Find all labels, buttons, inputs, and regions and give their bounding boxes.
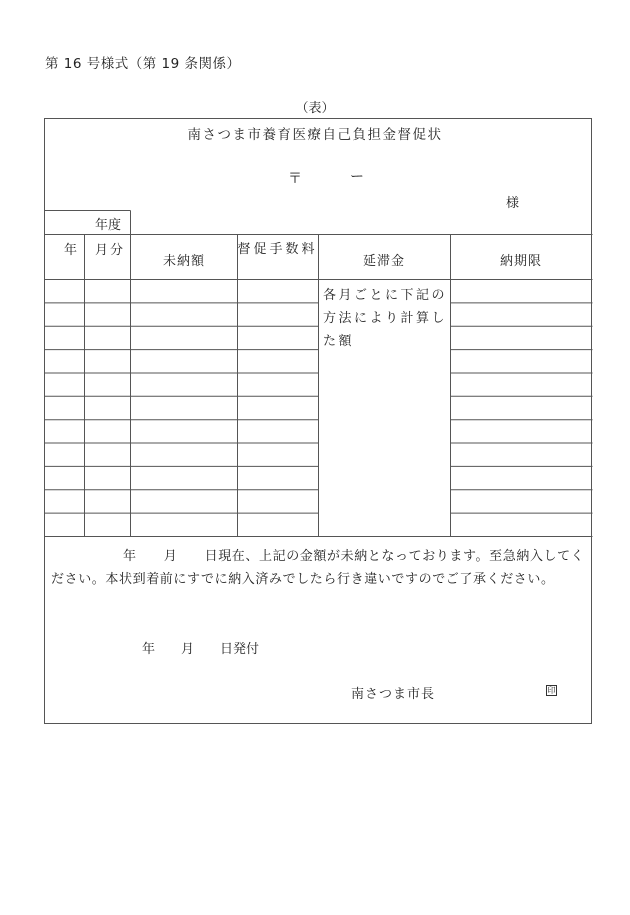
header-dunning-fee: 督促手数料 xyxy=(237,242,318,257)
issuer-name: 南さつま市長 xyxy=(351,687,436,702)
header-month: 月分 xyxy=(95,243,126,258)
honorific: 様 xyxy=(506,196,520,211)
header-late-fee: 延滞金 xyxy=(362,254,405,269)
side-label: （表） xyxy=(295,101,335,116)
issue-date: 年 月 日発付 xyxy=(142,642,260,657)
header-year: 年 xyxy=(64,243,78,258)
form-number: 第 16 号様式（第 19 条関係） xyxy=(45,56,241,72)
document-title: 南さつま市養育医療自己負担金督促状 xyxy=(187,127,443,143)
fiscal-year-label: 年度 xyxy=(95,218,122,233)
seal-mark: 印 xyxy=(547,686,556,695)
header-unpaid-amount: 未納額 xyxy=(162,254,205,269)
postal-mark: 〒 xyxy=(288,171,302,187)
late-fee-note: 各月ごとに下記の方法により計算した額 xyxy=(323,288,448,349)
postal-code-dash: ー xyxy=(350,169,364,185)
header-due-date: 納期限 xyxy=(499,254,542,269)
notice-text: 年 月 日現在、上記の金額が未納となっております。至急納入してください。本状到着前にすでに納入済みでしたら行き違いですのでご了承ください。 xyxy=(51,549,585,587)
